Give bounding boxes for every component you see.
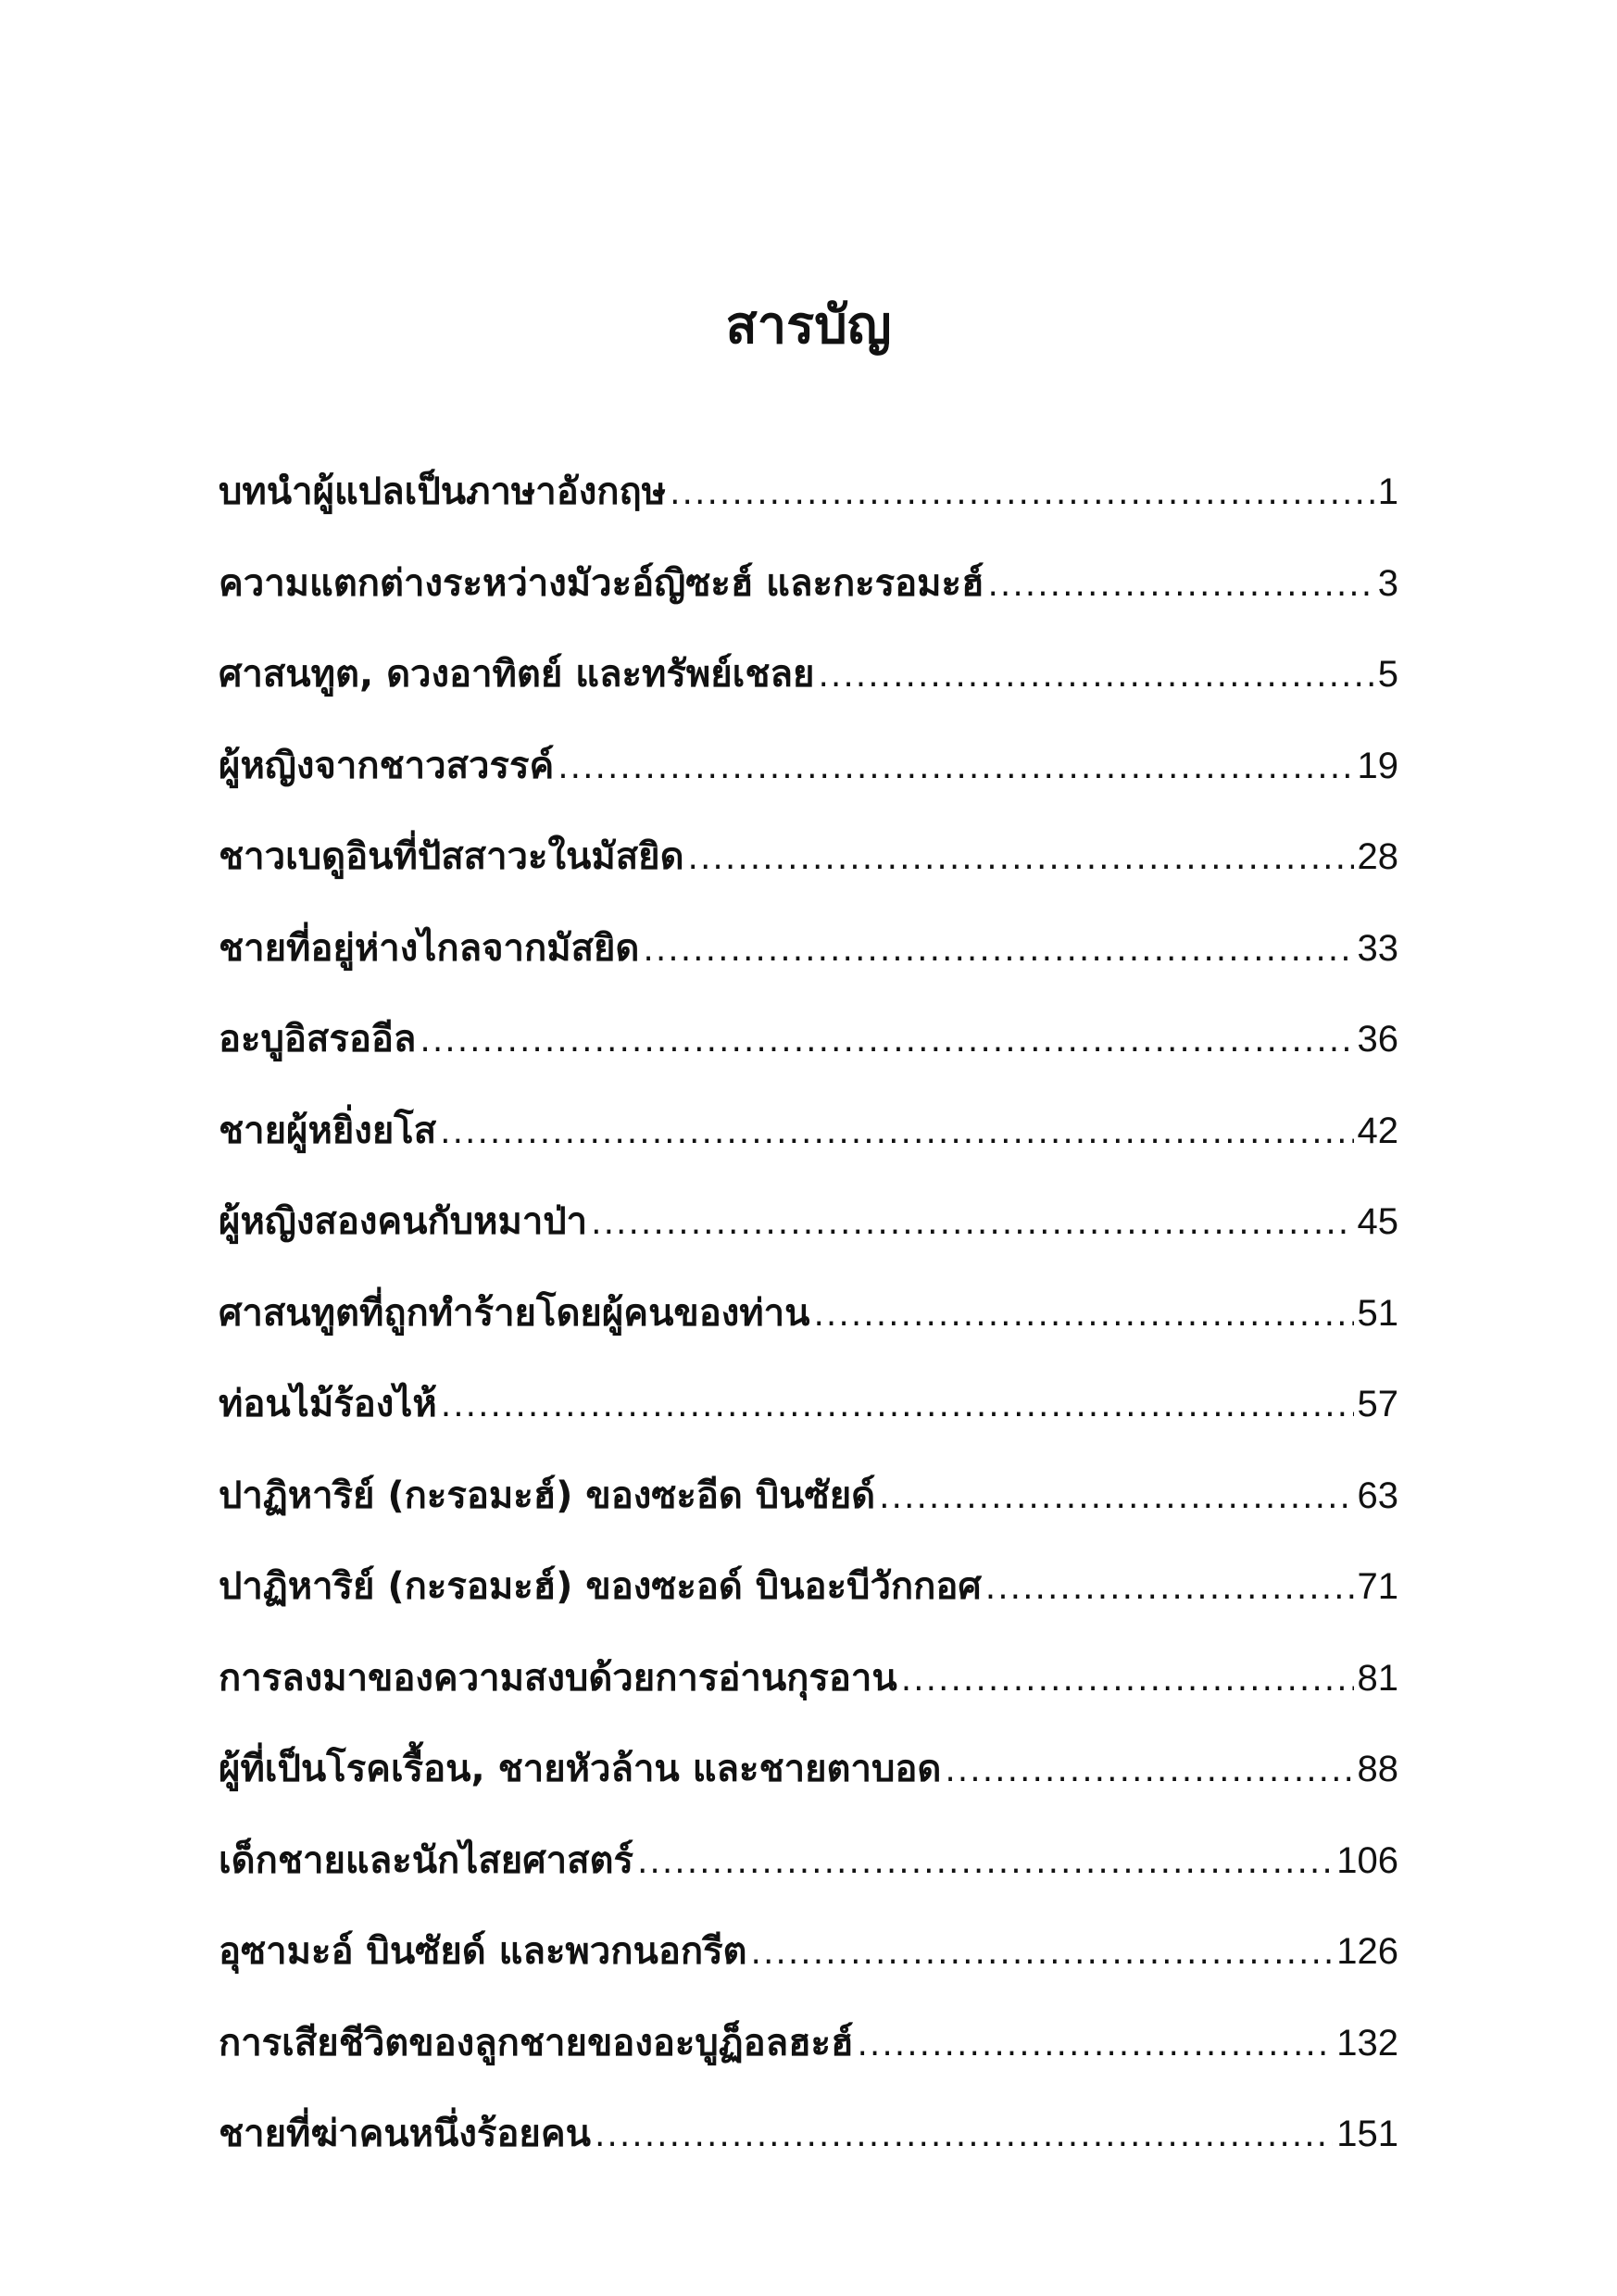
toc-leader-dots <box>420 1004 1353 1078</box>
toc-entry <box>219 1459 1398 1550</box>
toc-entry-page: 88 <box>1357 1749 1398 1789</box>
toc-entry-page: 126 <box>1336 1931 1398 1972</box>
toc-entry-page: 28 <box>1357 836 1398 877</box>
toc-entry <box>219 1185 1398 1276</box>
toc-entry <box>219 1914 1398 2006</box>
toc-entry-title: ปาฏิหาริย์ (กะรอมะฮ์) ของซะอด์ บินอะบีวักกอศ <box>219 1565 982 1608</box>
toc-leader-dots <box>670 457 1374 531</box>
toc-entry <box>219 1276 1398 1368</box>
toc-entry-page: 1 <box>1377 471 1398 512</box>
toc-entry-page: 3 <box>1377 562 1398 604</box>
toc-leader-dots <box>558 731 1353 805</box>
toc-entry-page: 45 <box>1357 1201 1398 1242</box>
toc-entry <box>219 1549 1398 1641</box>
toc-entry-title: ชายที่ฆ่าคนหนึ่งร้อยคน <box>219 2113 591 2155</box>
toc-entry <box>219 1094 1398 1186</box>
toc-entry-page: 132 <box>1336 2022 1398 2064</box>
toc-leader-dots <box>643 913 1353 987</box>
toc-entry-title: ท่อนไม้ร้องไห้ <box>219 1383 437 1425</box>
toc-entry <box>219 1641 1398 1733</box>
toc-entry-title: การลงมาของความสงบด้วยการอ่านกุรอาน <box>219 1656 897 1700</box>
toc-entry <box>219 2006 1398 2098</box>
toc-entry-title: ปาฏิหาริย์ (กะรอมะฮ์) ของซะอีด บินซัยด์ <box>219 1474 876 1517</box>
toc-entry-title: ผู้หญิงสองคนกับหมาป่า <box>219 1200 588 1243</box>
toc-entry-page: 81 <box>1357 1657 1398 1699</box>
toc-entry-title: การเสียชีวิตของลูกชายของอะบูฏ็อลฮะฮ์ <box>219 2021 854 2064</box>
toc-entry <box>219 729 1398 821</box>
toc-entry <box>219 1002 1398 1094</box>
toc-entry-title: บทนำผู้แปลเป็นภาษาอังกฤษ <box>219 470 667 513</box>
toc-entry-page: 71 <box>1357 1566 1398 1607</box>
toc-leader-dots <box>637 1826 1333 1900</box>
toc-leader-dots <box>591 1186 1353 1261</box>
toc-entry <box>219 637 1398 729</box>
toc-entry-title: อะบูอิสรออีล <box>219 1018 417 1060</box>
toc-entry-title: เด็กชายและนักไสยศาสตร์ <box>219 1838 633 1882</box>
toc-leader-dots <box>751 1916 1334 1990</box>
toc-leader-dots <box>440 1096 1353 1170</box>
toc-entry-page: 106 <box>1336 1839 1398 1881</box>
toc-entry-page: 5 <box>1377 654 1398 695</box>
toc-entry <box>219 546 1398 638</box>
toc-leader-dots <box>688 822 1354 896</box>
page-title: สารบัญ <box>725 295 892 356</box>
toc-entry <box>219 1367 1398 1459</box>
toc-leader-dots <box>901 1643 1354 1717</box>
toc-entry-title: อุซามะอ์ บินซัยด์ และพวกนอกรีต <box>219 1930 747 1973</box>
toc-entry-title: ศาสนทูตที่ถูกทำร้ายโดยผู้คนของท่าน <box>219 1291 810 1335</box>
toc-leader-dots <box>985 1551 1354 1625</box>
toc-entry-title: ความแตกต่างระหว่างมัวะอ์ญิซะฮ์ และกะรอมะฮ์ <box>219 561 984 605</box>
toc-entry-page: 42 <box>1357 1110 1398 1151</box>
toc-entry-title: ศาสนทูต, ดวงอาทิตย์ และทรัพย์เชลย <box>219 653 815 696</box>
toc-leader-dots <box>879 1461 1353 1535</box>
toc-entry <box>219 1824 1398 1915</box>
toc-entry-page: 151 <box>1336 2114 1398 2154</box>
toc-entry-page: 33 <box>1357 927 1398 969</box>
toc-entry-title: ผู้ที่เป็นโรคเรื้อน, ชายหัวล้าน และชายตาบอด <box>219 1748 942 1790</box>
toc-entry-page: 51 <box>1357 1292 1398 1334</box>
toc-entry-page: 36 <box>1357 1019 1398 1060</box>
toc-leader-dots <box>987 548 1373 622</box>
toc-leader-dots <box>441 1369 1354 1443</box>
toc-leader-dots <box>857 2008 1333 2082</box>
toc-leader-dots <box>818 639 1373 713</box>
toc-entry <box>219 820 1398 911</box>
toc-entry-page: 19 <box>1357 745 1398 786</box>
toc-entry-title: ชาวเบดูอินที่ปัสสาวะในมัสยิด <box>219 835 684 878</box>
toc-entry <box>219 911 1398 1003</box>
toc-entry-title: ชายผู้หยิ่งยโส <box>219 1109 437 1152</box>
toc-entry-page: 57 <box>1357 1384 1398 1424</box>
toc-leader-dots <box>813 1278 1353 1352</box>
toc-entry-title: ชายที่อยู่ห่างไกลจากมัสยิด <box>219 926 640 970</box>
toc-entry-page: 63 <box>1357 1474 1398 1516</box>
table-of-contents <box>219 455 1398 2189</box>
toc-entry-title: ผู้หญิงจากชาวสวรรค์ <box>219 744 555 787</box>
toc-entry <box>219 2097 1398 2189</box>
toc-leader-dots <box>945 1734 1353 1808</box>
toc-leader-dots <box>595 2099 1333 2173</box>
toc-entry <box>219 455 1398 546</box>
toc-entry <box>219 1732 1398 1824</box>
